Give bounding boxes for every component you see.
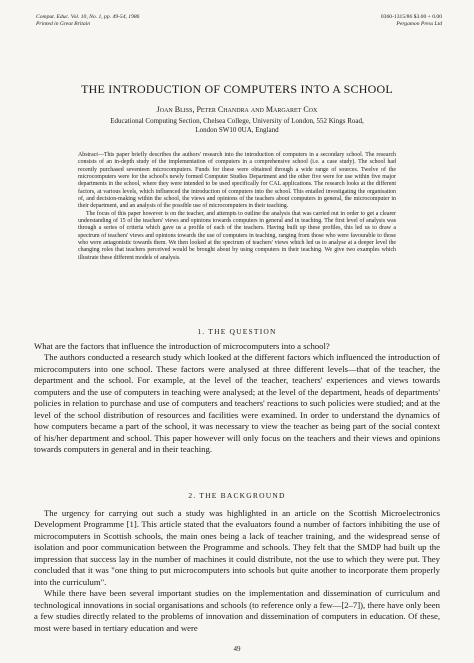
section-2-paragraph-1: The urgency for carrying out such a study was highlighted in an article on the Scottish Microelectronics Development Programme [1]. This article stated that the evaluators found a number of factors inhibiting the use of microcomputers in Scottish schools, the main ones being a lack of teacher training, and the widespread sense of isolation and poor communication between the Programme and schools. They felt that the SMDP had built up the impression that success lay in the number of machines it could distribute, not the use to which they were put. They concluded that it was "one thing to put microcomputers into schools but quite another to incorporate them properly into the curriculum". <box>34 508 440 587</box>
section-1-heading: 1. THE QUESTION <box>197 327 277 336</box>
abstract-label: Abstract <box>78 152 98 158</box>
paper-title: THE INTRODUCTION OF COMPUTERS INTO A SCHOOL <box>81 82 393 96</box>
section-2-body <box>34 508 440 634</box>
abstract-paragraph-2: The focus of this paper however is on the teacher, and attempts to outline the analysis that was carried out in order to get a clearer understanding of 15 of the teachers' views and opinions towards computers in general and in teaching. The first level of analysis was through a series of criteria which gave us a profile of each of the teachers. Having built up these profiles, this led us to draw a spectrum of teachers' views and opinions towards the use of computers in teaching, ranging from those who were favourable to those who were antagonistic towards them. We then looked at the spectrum of teachers' views which led us to analyse at a deeper level the changing roles that teachers perceived would be brought about by using computers in their teaching. We give two examples which illustrate these different models of analysis. <box>78 210 396 261</box>
affiliation: Educational Computing Section, Chelsea College, University of London, 552 Kings Road, London SW10 0UA, England <box>110 117 364 134</box>
journal-line-2: Printed in Great Britain <box>36 21 91 27</box>
publisher-code <box>381 14 442 28</box>
code-line-2: Pergamon Press Ltd <box>396 21 442 27</box>
abstract-paragraph-1 <box>78 152 396 211</box>
section-1-paragraph-2: The authors conducted a research study which looked at the different factors which influenced the introduction of microcomputers into one school. These factors were analysed at three different levels—that of the teacher, the department and the school. For example, at the level of the teacher, teachers' experiences and views towards computers and the use of computers in teaching were analysed; at the level of the department, heads of departments' policies in relation to purchase and use of computers and teachers' reactions to such policies were studied; and at the level of the school distribution of resources and facilities were examined. In order to understand the dynamics of how computers became a part of the school, it was necessary to view the teacher as being part of the social context of his/her department and school. This paper however will only focus on the teachers and their views and opinions towards computers in general and in their teaching. <box>34 352 440 455</box>
code-line-1: 0360-1315/86 $3.00 + 0.00 <box>380 14 442 20</box>
section-1-paragraph-1: What are the factors that influence the introduction of microcomputers into a school? <box>34 341 330 351</box>
journal-citation <box>36 14 139 28</box>
section-2-paragraph-2: While there have been several important studies on the implementation and dissemination of curriculum and technological innovations in social organisations and schools (to reference only a few—[2–7]), there have only been a few studies directly related to the problems of innovation and dissemination of computers in education. Of these, most were based in tertiary education and were <box>34 588 440 633</box>
section-1-body <box>34 341 440 456</box>
authors: Joan Bliss, Peter Chandra and Margaret Cox <box>156 105 318 114</box>
section-2-heading: 2. THE BACKGROUND <box>188 491 286 500</box>
abstract <box>78 152 396 262</box>
page-number: 49 <box>233 645 241 653</box>
abstract-text-1: —This paper briefly describes the authors' research into the introduction of computers in a secondary school. The research consists of an in-depth study of the implementation of computers in a comprehensive school (i.e. a case study). The school had recently purchased seventeen microcomputers. Funds for these were obtained through a wide range of sources. Twelve of the microcomputers were for the school's newly formed Computer Studies Department and the other five were for use within five major departments in the school, where they were intended to be used specifically for CAL applications. The research looks at the different factors, at various levels, which influenced the introduction of computers into the school. This entailed investigating the organisation of, and decision-making within the school, the views and opinions of the teachers about computers in general, the microcomputer in their department, and an analysis of the possible use of microcomputers in their teaching. <box>78 152 396 210</box>
journal-line-1: Comput. Educ. Vol. 10, No. 1, pp. 49-54, 1986 <box>36 14 140 20</box>
